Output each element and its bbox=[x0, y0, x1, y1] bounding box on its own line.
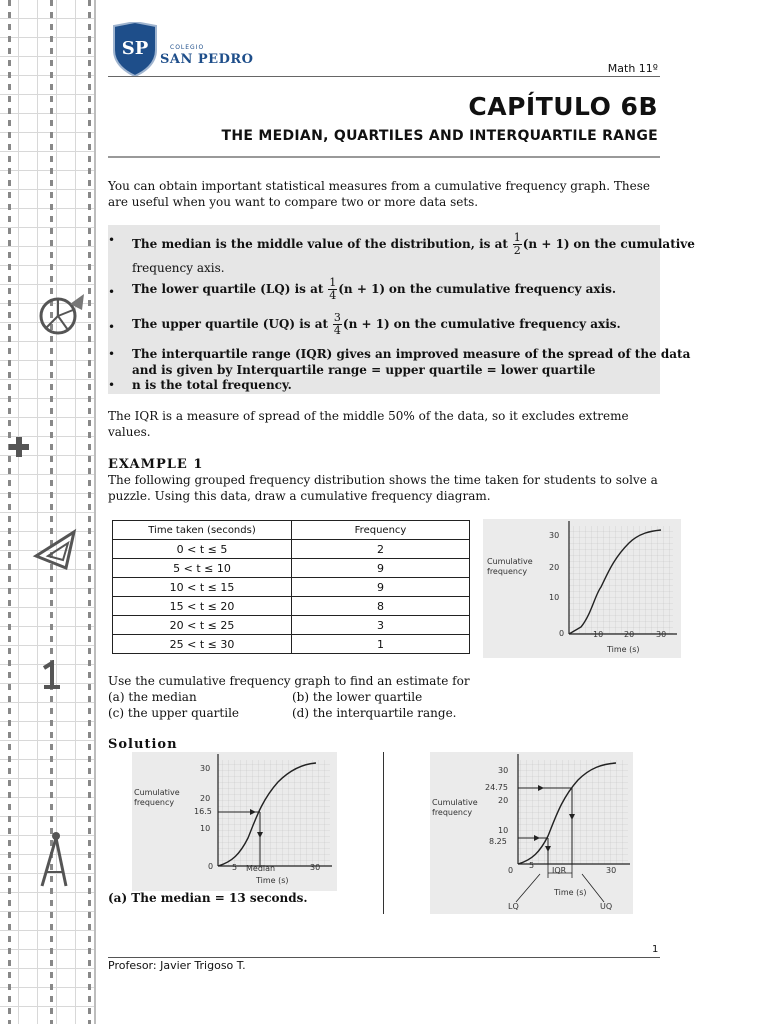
question-b: (b) the lower quartile bbox=[292, 690, 423, 704]
graph-grid bbox=[218, 760, 330, 866]
chapter-title: CAPÍTULO 6B bbox=[468, 92, 658, 121]
frequency-cell: 2 bbox=[292, 540, 470, 559]
svg-text:SP: SP bbox=[121, 38, 149, 59]
course-grade: Math 11º bbox=[607, 62, 658, 75]
y-tick-label: 30 bbox=[498, 766, 509, 775]
y-tick-label: 10 bbox=[498, 826, 509, 835]
table-header-row bbox=[113, 521, 470, 540]
x-origin-label: 0 bbox=[208, 862, 214, 871]
y-tick-label: 10 bbox=[200, 824, 211, 833]
iqr-definition-continued: and is given by Interquartile range = upper quartile = lower quartile bbox=[132, 363, 596, 377]
x-tick-label: 5 bbox=[529, 861, 535, 870]
column-header: Time taken (seconds) bbox=[113, 521, 292, 540]
frequency-cell: 9 bbox=[292, 559, 470, 578]
quartiles-graph bbox=[430, 752, 633, 914]
notebook-margin-strip bbox=[0, 0, 96, 1024]
example-title: EXAMPLE 1 bbox=[108, 457, 204, 472]
x-tick-label: 10 bbox=[593, 630, 604, 639]
median-definition-continued: frequency axis. bbox=[132, 261, 225, 275]
median-graph bbox=[132, 752, 337, 891]
x-axis-label: Time (s) bbox=[607, 645, 640, 654]
lq-pointer bbox=[516, 874, 540, 902]
x-tick-label: 30 bbox=[310, 863, 321, 872]
y-tick-label: 30 bbox=[549, 531, 560, 540]
y-tick-label: 30 bbox=[200, 764, 211, 773]
y-axis-label: Cumulative frequency bbox=[134, 788, 180, 807]
number-one-icon bbox=[36, 660, 66, 690]
y-tick-label: 20 bbox=[200, 794, 211, 803]
frequency-cell: 1 bbox=[292, 635, 470, 654]
y-tick-label: 20 bbox=[549, 563, 560, 572]
iqr-paragraph: The IQR is a measure of spread of the middle 50% of the data, so it excludes extreme values. bbox=[108, 409, 629, 439]
frequency-table bbox=[112, 520, 470, 654]
x-tick-label: 5 bbox=[232, 863, 238, 872]
y-tick-label: 10 bbox=[549, 593, 560, 602]
table-row bbox=[113, 635, 470, 654]
school-shield-logo bbox=[112, 22, 158, 76]
y-tick-label: 16.5 bbox=[194, 807, 212, 816]
median-answer: (a) The median = 13 seconds. bbox=[108, 891, 308, 905]
y-tick-label: 24.75 bbox=[485, 783, 508, 792]
iqr-label: IQR bbox=[552, 866, 567, 875]
time-cell: 5 < t ≤ 10 bbox=[113, 559, 292, 578]
time-cell: 20 < t ≤ 25 bbox=[113, 616, 292, 635]
cumulative-frequency-graph bbox=[483, 519, 681, 658]
logo-colegio-text: COLEGIO bbox=[170, 44, 205, 51]
uq-label: UQ bbox=[600, 902, 613, 911]
question-d: (d) the interquartile range. bbox=[292, 706, 457, 720]
question-intro: Use the cumulative frequency graph to find an estimate for bbox=[108, 674, 470, 688]
table-row bbox=[113, 559, 470, 578]
table-row bbox=[113, 616, 470, 635]
chapter-subtitle: THE MEDIAN, QUARTILES AND INTERQUARTILE RANGE bbox=[221, 128, 658, 144]
median-label: Median bbox=[246, 864, 276, 873]
frequency-cell: 8 bbox=[292, 597, 470, 616]
time-cell: 10 < t ≤ 15 bbox=[113, 578, 292, 597]
intro-paragraph: You can obtain important statistical measures from a cumulative frequency graph. These are useful when you want to compare two or more data sets. bbox=[108, 179, 651, 209]
time-cell: 0 < t ≤ 5 bbox=[113, 540, 292, 559]
x-axis-label: Time (s) bbox=[256, 876, 289, 885]
frequency-cell: 3 bbox=[292, 616, 470, 635]
table-row bbox=[113, 578, 470, 597]
professor-name: Profesor: Javier Trigoso T. bbox=[108, 959, 246, 972]
protractor-pie-icon bbox=[36, 290, 88, 340]
footer-rule bbox=[108, 957, 660, 958]
x-tick-label: 20 bbox=[624, 630, 635, 639]
set-square-icon bbox=[32, 528, 78, 572]
dotted-rule bbox=[88, 0, 91, 1024]
x-tick-label: 30 bbox=[606, 866, 617, 875]
fraction-three-quarters: $\frac{3}{4}$ bbox=[333, 311, 341, 337]
example-text: The following grouped frequency distribution shows the time taken for students to solve a puzzle. Using this data, draw a cumulative frequency diagram. bbox=[108, 473, 658, 503]
frequency-cell: 9 bbox=[292, 578, 470, 597]
solution-divider bbox=[383, 752, 384, 914]
table-row bbox=[113, 540, 470, 559]
solution-title: Solution bbox=[108, 737, 178, 752]
question-c: (c) the upper quartile bbox=[108, 706, 240, 720]
table-row bbox=[113, 597, 470, 616]
graph-grid bbox=[518, 760, 628, 864]
x-origin-label: 0 bbox=[508, 866, 514, 875]
logo-school-name: SAN PEDRO bbox=[160, 52, 254, 67]
fraction-quarter: $\frac{1}{4}$ bbox=[329, 276, 337, 302]
column-header: Frequency bbox=[292, 521, 470, 540]
graph-grid bbox=[569, 526, 673, 634]
time-cell: 25 < t ≤ 30 bbox=[113, 635, 292, 654]
plus-icon bbox=[8, 436, 30, 458]
question-a: (a) the median bbox=[108, 690, 197, 704]
page-number: 1 bbox=[652, 944, 659, 955]
x-axis-label: Time (s) bbox=[554, 888, 587, 897]
dotted-rule bbox=[8, 0, 11, 1024]
y-axis-label: Cumulative frequency bbox=[487, 557, 533, 576]
y-axis-label: Cumulative frequency bbox=[432, 798, 478, 817]
lq-label: LQ bbox=[508, 902, 519, 911]
margin-border bbox=[94, 0, 96, 1024]
header-rule bbox=[108, 76, 660, 77]
fraction-half: $\frac{1}{2}$ bbox=[513, 231, 521, 257]
y-tick-label: 8.25 bbox=[489, 837, 507, 846]
x-tick-label: 30 bbox=[656, 630, 667, 639]
title-rule bbox=[108, 156, 660, 158]
definitions-box: • The median is the middle value of the distribution, is at $\frac{1}{2}$ (n + 1) on the cumulative frequency axis. • The lower quartile (LQ) is at $\frac{1}{4}$ (n + 1) on the cumulative frequency axis. • The upper quartile (UQ) is at $\frac{3}{4}$ (n + 1) on the cumulative frequency axis. • The interquartile range (IQR) gives an improved measure of the spread of the data and is given by Interquartile range = upper quartile = lower quartile • n is the total frequency. bbox=[108, 225, 660, 394]
compass-icon bbox=[36, 830, 72, 890]
time-cell: 15 < t ≤ 20 bbox=[113, 597, 292, 616]
y-tick-label: 20 bbox=[498, 796, 509, 805]
x-origin-label: 0 bbox=[559, 629, 565, 638]
